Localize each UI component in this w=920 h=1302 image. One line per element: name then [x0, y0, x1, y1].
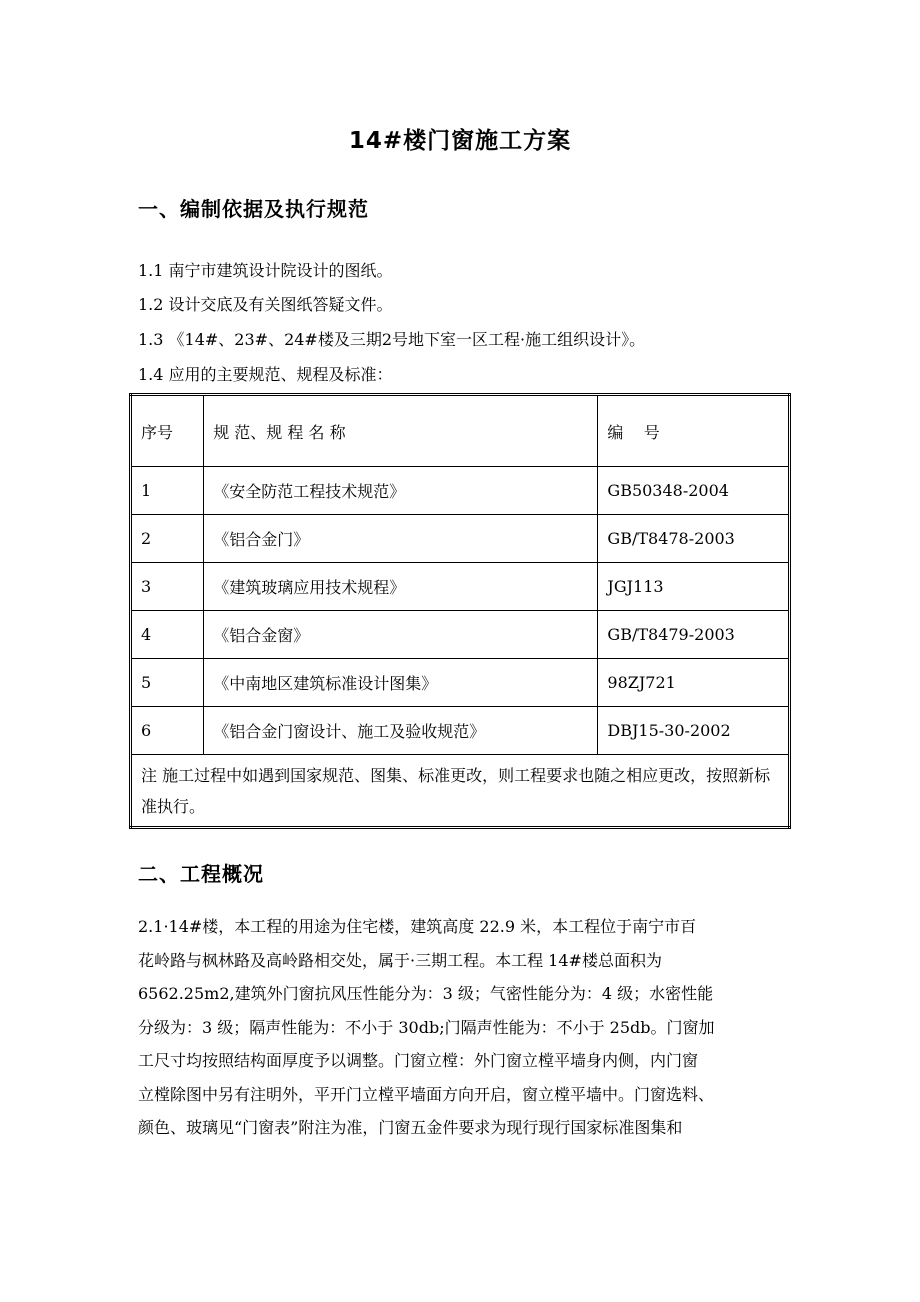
table-cell-name: 《铝合金门窗设计、施工及验收规范》 — [204, 707, 598, 755]
paragraph-line: 花岭路与枫林路及高岭路相交处，属于·三期工程。本工程 14#楼总面积为 — [138, 950, 662, 970]
table-row — [131, 467, 790, 515]
table-row — [131, 515, 790, 563]
section-heading-overview: 二、工程概况 — [138, 862, 264, 886]
table-header-cell: 编 号 — [598, 395, 790, 467]
table-note-row — [131, 755, 790, 828]
basis-item: 1.1 南宁市建筑设计院设计的图纸。 — [138, 261, 393, 280]
table-cell-code: GB/T8478-2003 — [598, 515, 790, 563]
paragraph-line: 6562.25m2,建筑外门窗抗风压性能分为：3 级；气密性能分为：4 级；水密性能 — [138, 984, 714, 1003]
table-cell-name: 《中南地区建筑标准设计图集》 — [204, 659, 598, 707]
overview-paragraph — [138, 910, 788, 1145]
table-cell-index: 3 — [131, 563, 204, 611]
table-header-cell: 序号 — [131, 395, 204, 467]
table-cell-name: 《建筑玻璃应用技术规程》 — [204, 563, 598, 611]
paragraph-line: 立樘除图中另有注明外，平开门立樘平墙面方向开启，窗立樘平墙中。门窗选料、 — [138, 1084, 715, 1104]
table-row — [131, 611, 790, 659]
table-cell-name: 《铝合金门》 — [204, 515, 598, 563]
table-cell-code: DBJ15-30-2002 — [598, 707, 790, 755]
table-cell-code: 98ZJ721 — [598, 659, 790, 707]
basis-item: 1.3 《14#、23#、24#楼及三期2号地下室一区工程·施工组织设计》。 — [138, 330, 646, 349]
paragraph-line: 2.1·14#楼，本工程的用途为住宅楼，建筑高度 22.9 米，本工程位于南宁市百 — [138, 917, 697, 936]
table-header-cell: 规 范、规 程 名 称 — [204, 395, 598, 467]
paragraph-line: 分级为：3 级；隔声性能为：不小于 30db;门隔声性能为：不小于 25db。门窗加 — [138, 1017, 715, 1037]
table-cell-name: 《安全防范工程技术规范》 — [204, 467, 598, 515]
basis-item: 1.4 应用的主要规范、规程及标准： — [138, 365, 393, 384]
table-cell-index: 4 — [131, 611, 204, 659]
paragraph-line: 颜色、玻璃见“门窗表”附注为准，门窗五金件要求为现行现行国家标准图集和 — [138, 1118, 683, 1137]
table-cell-code: JGJ113 — [598, 563, 790, 611]
table-header-row — [131, 395, 790, 467]
standards-table — [129, 393, 791, 829]
table-cell-code: GB/T8479-2003 — [598, 611, 790, 659]
table-row — [131, 563, 790, 611]
table-row — [131, 659, 790, 707]
table-cell-index: 1 — [131, 467, 204, 515]
table-row — [131, 707, 790, 755]
table-cell-name: 《铝合金窗》 — [204, 611, 598, 659]
table-cell-index: 6 — [131, 707, 204, 755]
paragraph-line: 工尺寸均按照结构面厚度予以调整。门窗立樘：外门窗立樘平墙身内侧，内门窗 — [138, 1051, 699, 1070]
table-cell-index: 2 — [131, 515, 204, 563]
document-title: 14#楼门窗施工方案 — [348, 128, 572, 154]
section-heading-basis: 一、编制依据及执行规范 — [138, 197, 369, 221]
table-cell-index: 5 — [131, 659, 204, 707]
table-cell-code: GB50348-2004 — [598, 467, 790, 515]
table-note: 注 施工过程中如遇到国家规范、图集、标准更改，则工程要求也随之相应更改，按照新标准执行。 — [131, 755, 790, 828]
basis-item: 1.2 设计交底及有关图纸答疑文件。 — [138, 295, 393, 314]
